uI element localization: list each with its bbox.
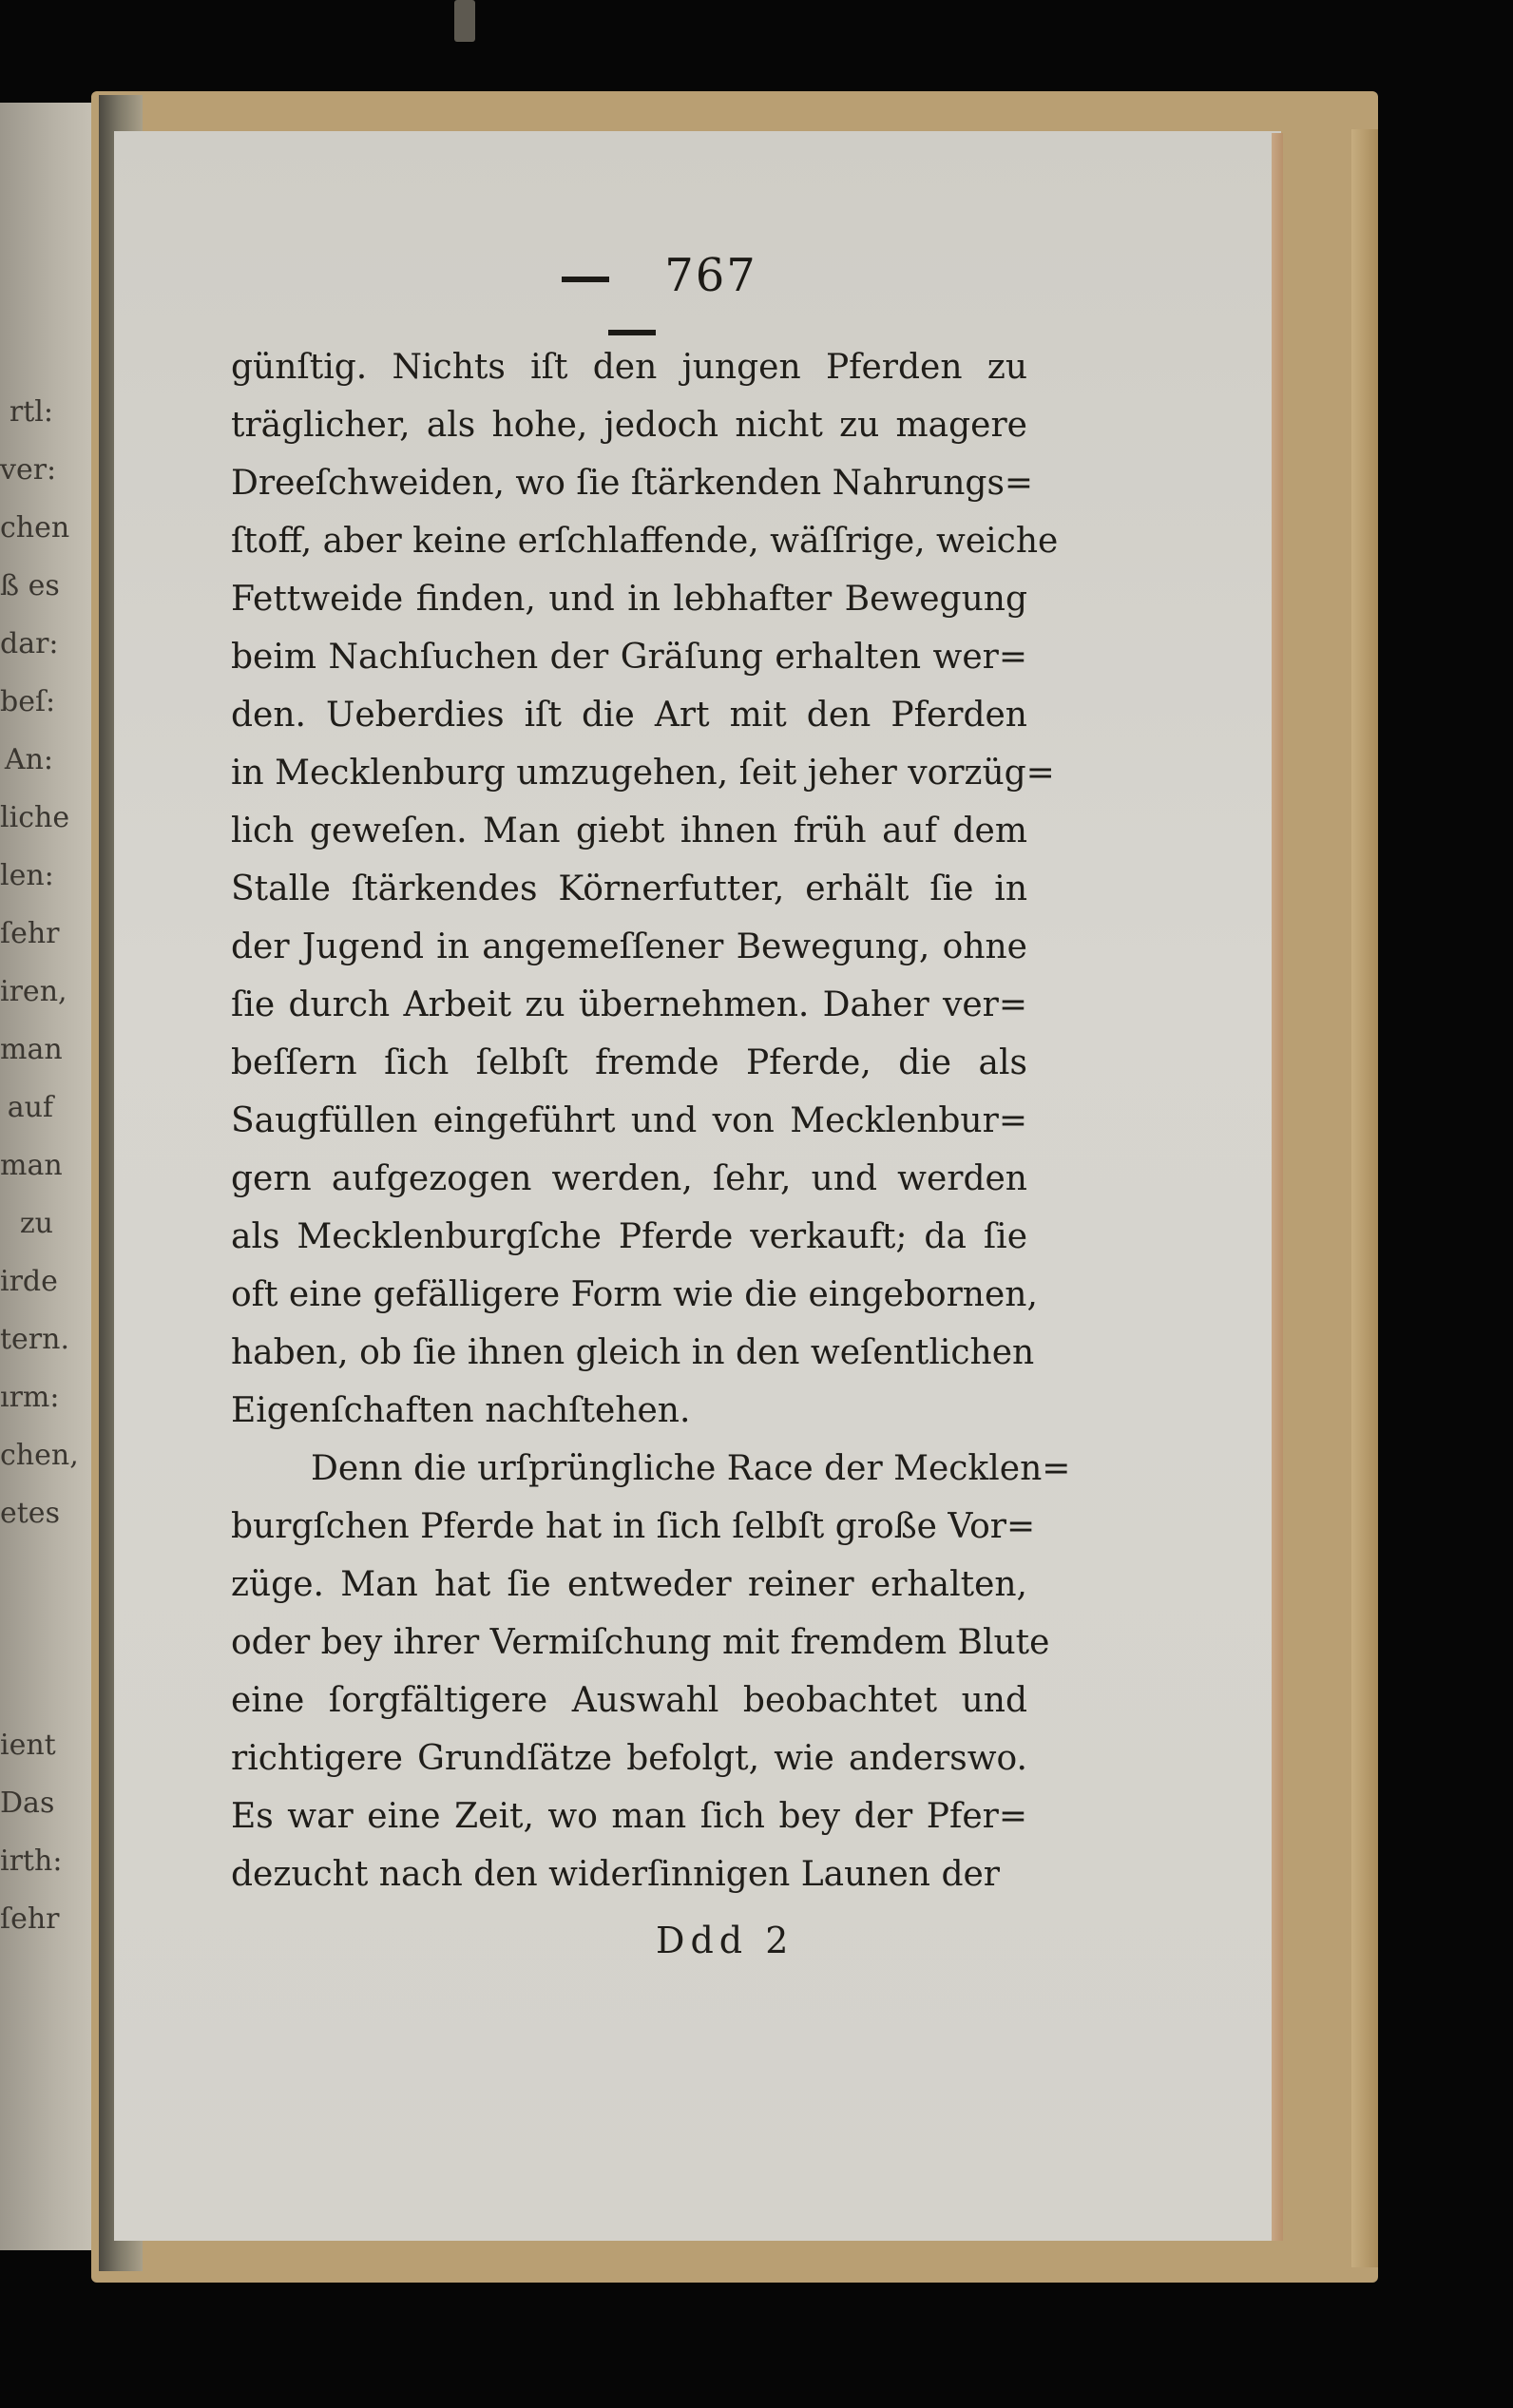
left-page-fragment: irth: (0, 1844, 63, 1878)
text-line: züge. Man hat ſie entweder reiner erhalten, (231, 1565, 1027, 1604)
left-page-fragment (0, 1542, 57, 1600)
left-page-fragment: ırm: (0, 1381, 60, 1414)
text-line: eine ſorgfältigere Auswahl beobachtet und (231, 1681, 1027, 1720)
text-line: oder bey ihrer Vermiſchung mit fremdem Blute (231, 1623, 1050, 1662)
left-page-fragment: len: (0, 859, 54, 892)
left-page-text (0, 383, 79, 1948)
text-line: Es war eine Zeit, wo man ſich bey der Pfer= (231, 1797, 1027, 1836)
text-line: Stalle ſtärkendes Körnerfutter, erhält ſie in (231, 870, 1027, 908)
body-text (231, 338, 1071, 1903)
printer-signature: Ddd 2 (656, 1920, 795, 1961)
text-line: günſtig. Nichts iſt den jungen Pferden zu (231, 348, 1027, 387)
text-line: lich geweſen. Man giebt ihnen früh auf dem (231, 812, 1027, 850)
left-page-fragment: liche (0, 801, 70, 834)
text-line: richtigere Grundſätze befolgt, wie anderswo. (231, 1739, 1027, 1778)
text-line: burgſchen Pferde hat in ſich ſelbſt große Vor= (231, 1507, 1036, 1546)
text-line: Eigenſchaften nachſtehen. (231, 1391, 691, 1430)
left-page-fragment: Das (0, 1787, 55, 1820)
text-line: beim Nachſuchen der Gräſung erhalten wer= (231, 638, 1027, 677)
left-page-fragment: chen (0, 511, 70, 545)
left-page-fragment: man (0, 1033, 63, 1066)
text-line: Saugfüllen eingeführt und von Mecklenbur= (231, 1101, 1027, 1140)
text-line: Dreeſchweiden, wo ſie ſtärkenden Nahrungs= (231, 464, 1034, 503)
text-line: in Mecklenburg umzugehen, ſeit jeher vorzüg= (231, 754, 1055, 793)
text-line: ſtoff, aber keine erſchlaffende, wäſſrige, weiche (231, 522, 1059, 561)
left-page-fragment: dar: (0, 627, 59, 660)
left-page-fragment: ß es (0, 569, 60, 602)
header-dash-right (608, 330, 656, 335)
text-line: gern aufgezogen werden, ſehr, und werden (231, 1159, 1027, 1198)
page-right-edge (1272, 133, 1283, 2241)
left-page-fragment: man (0, 1149, 63, 1182)
left-page-fragment: beſ: (0, 685, 56, 718)
left-page-fragment: An: (4, 743, 53, 776)
page-number: 767 (664, 249, 757, 302)
left-page-fragment: rtl: (9, 395, 53, 429)
text-line: den. Ueberdies iſt die Art mit den Pferden (231, 696, 1027, 735)
text-line: oft eine gefälligere Form wie die eingebornen, (231, 1275, 1038, 1314)
text-line: Denn die urſprüngliche Race der Mecklen= (311, 1449, 1071, 1488)
text-line: träglicher, als hohe, jedoch nicht zu magere (231, 406, 1027, 445)
left-page-fragment: iren, (0, 975, 67, 1008)
text-line: beſſern ſich ſelbſt fremde Pferde, die als (231, 1043, 1027, 1082)
left-page-fragment: zu (19, 1207, 53, 1240)
text-line: als Mecklenburgſche Pferde verkauft; da ſie (231, 1217, 1027, 1256)
text-line: haben, ob ſie ihnen gleich in den weſentlichen (231, 1333, 1035, 1372)
left-page-fragment: ient (0, 1729, 56, 1762)
left-page-fragment: etes (0, 1497, 60, 1530)
left-page-fragment: ſehr (0, 1902, 60, 1936)
text-line: dezucht nach den widerſinnigen Launen der (231, 1855, 1000, 1894)
left-page-fragment: ſehr (0, 917, 60, 950)
left-page-fragment (0, 1658, 57, 1716)
left-page-fragment: ver: (0, 453, 57, 487)
left-page-fragment: auf (7, 1091, 53, 1124)
left-page-fragment: tern. (0, 1323, 70, 1356)
left-page-fragment: irde (0, 1265, 58, 1298)
header-dash-left (562, 277, 609, 282)
text-line: der Jugend in angemeſſener Bewegung, ohne (231, 927, 1027, 966)
left-page-fragment (0, 1600, 57, 1658)
left-page-edge (0, 103, 103, 2250)
cover-edge (1351, 129, 1378, 2267)
text-line: Fettweide finden, und in lebhafter Bewegung (231, 580, 1027, 619)
text-line: ſie durch Arbeit zu übernehmen. Daher ver= (231, 985, 1027, 1024)
left-page-fragment: chen, (0, 1439, 79, 1472)
top-clip-mark (454, 0, 475, 42)
